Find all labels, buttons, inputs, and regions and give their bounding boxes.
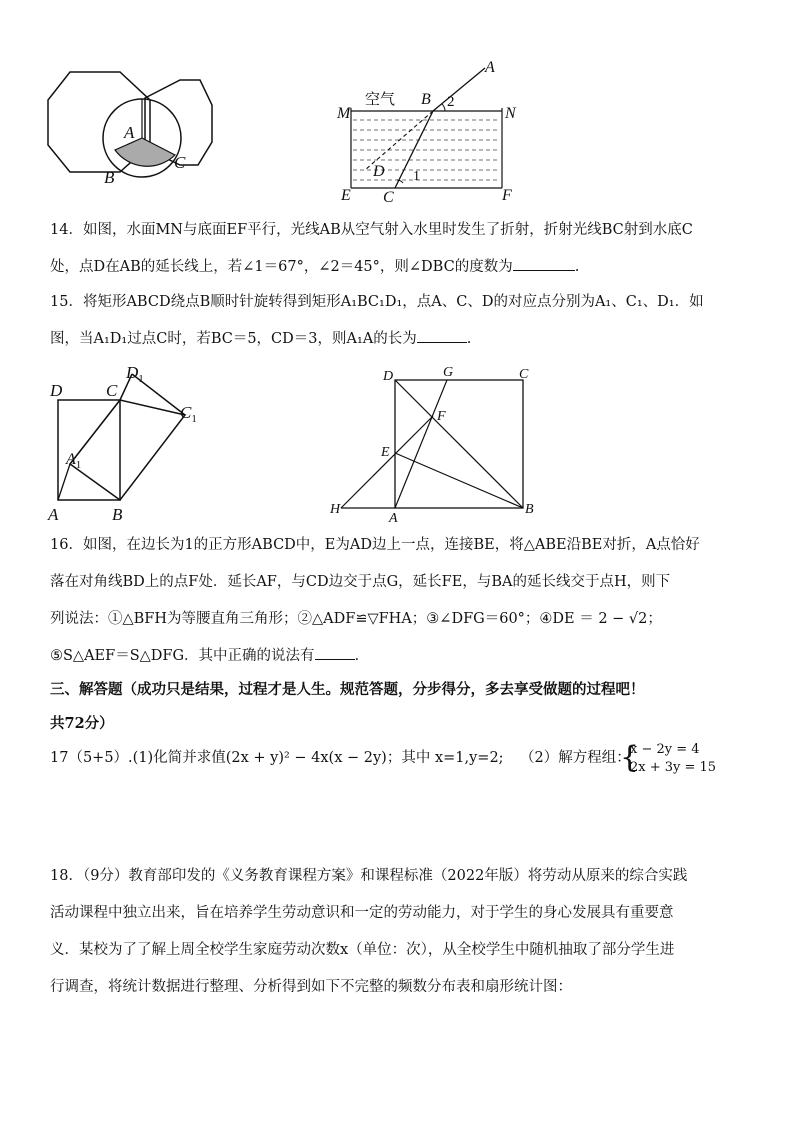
q18-line1: 18．（9分）教育部印发的《义务教育课程方案》和课程标准（2022年版）将劳动从原来的综合实践 [50,868,688,884]
rectangle-a1bc1d1 [70,400,185,500]
q18-line2: 活动课程中独立出来，旨在培养学生劳动意识和一定的劳动能力，对于学生的身心发展具有重要意 [50,905,674,921]
rectangle-abcd [58,400,120,500]
label-c1: $C_1$ [180,403,197,425]
q17-part1: 17（5+5）.(1)化简并求值(2x + y)² − 4x(x − 2y)；其中 x=1,y=2; [50,750,504,766]
q15-line2: 图，当A₁D₁过点C时，若BC＝5，CD＝3，则A₁A的长为 . [50,321,770,358]
q18-line4: 行调查，将统计数据进行整理、分析得到如下不完整的频数分布表和扇形统计图： [50,979,572,995]
label-b: B [421,91,431,108]
question-16 [50,527,770,675]
q16-line3: 列说法：①△BFH为等腰直角三角形；②△ADF≌▽FHA；③∠DFG＝60°；④DE ＝ 2 − √2； [50,611,662,627]
label-a: A [485,59,495,76]
line-ag [395,380,447,508]
q17-part2: （2）解方程组： [520,750,631,766]
q17-eq1: x − 2y = 4 [630,742,700,757]
label-e: E [381,445,390,460]
label-f: F [437,409,446,424]
q14-line2: 处，点D在AB的延长线上，若∠1＝67°，∠2＝45°，则∠DBC的度数为 . [50,249,770,286]
figure-rotated-rectangle [40,360,220,525]
label-e: E [341,187,351,203]
label-c: C [106,381,118,400]
brace-symbol: { [620,740,640,775]
answer-blank-14[interactable] [513,254,575,271]
figure-refraction [335,58,525,203]
label-a1: $A_1$ [66,451,82,471]
label-1: 1 [413,169,420,184]
answer-blank-16[interactable] [315,643,355,660]
label-m: M [337,105,351,122]
label-2: 2 [447,94,455,110]
answer-blank-15[interactable] [417,326,467,343]
label-a: A [389,511,398,525]
label-d: D [50,381,63,400]
q16-line2: 落在对角线BD上的点F处．延长AF，与CD边交于点G，延长FE，与BA的延长线交于点H，则下 [50,574,671,590]
shaded-sector [115,138,175,166]
question-17 [50,740,770,775]
label-c: C [519,367,529,382]
section-3-line1: 三、解答题（成功只是结果，过程才是人生。规范答题，分步得分，多去享受做题的过程吧！ [50,681,645,698]
figure-square-fold [325,360,550,525]
line-hf [341,416,433,508]
section-3-line2: 共72分） [50,715,114,732]
question-15 [50,284,770,358]
q17-system [620,740,717,777]
label-n: N [505,105,516,122]
label-g: G [443,365,454,380]
q18-line3: 义．某校为了了解上周全校学生家庭劳动次数x（单位：次），从全校学生中随机抽取了部分学生进 [50,942,675,958]
label-c: C [174,153,186,172]
q16-line4: ⑤S△AEF＝S△DFG．其中正确的说法有 ． [50,638,770,675]
label-b: B [112,505,123,524]
q17-eq2: 2x + 3y = 15 [630,760,717,775]
label-d1: $D_1$ [126,363,144,385]
label-a: A [48,505,59,524]
label-c: C [383,189,394,203]
air-label: 空气 [365,90,396,108]
label-h: H [330,502,341,517]
label-f: F [502,187,512,203]
section-3-heading [50,673,770,741]
q14-line1: 14．如图，水面MN与底面EF平行，光线AB从空气射入水里时发生了折射，折射光线BC射到水底C [50,222,693,238]
figure-octagon-circle [40,60,230,190]
label-a: A [124,123,135,142]
question-14 [50,212,770,286]
label-d: D [383,369,394,384]
label-b: B [525,502,534,517]
q15-line1: 15．将矩形ABCD绕点B顺时针旋转得到矩形A₁BC₁D₁，点A、C、D的对应点分别为A₁、C₁、D₁．如 [50,294,704,310]
label-d: D [373,163,385,180]
ray-ab [433,68,485,111]
question-18 [50,858,770,1006]
line-bd [395,380,523,508]
q16-line1: 16．如图，在边长为1的正方形ABCD中，E为AD边上一点，连接BE，将△ABE沿BE对折，A点恰好 [50,537,700,553]
label-b: B [104,168,115,187]
